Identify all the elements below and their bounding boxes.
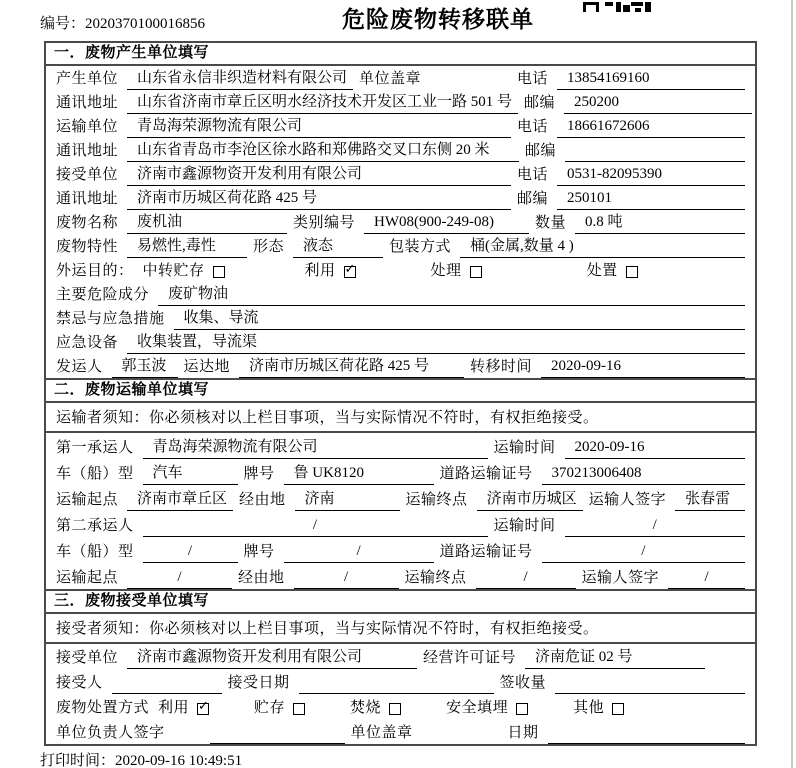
field-value-underline: 收集、导流 (174, 306, 745, 330)
field-label: 类别编号 (293, 215, 356, 231)
field-value-underline (112, 689, 222, 694)
field-value-underline: 2020-09-16 (541, 358, 745, 378)
field-label: 单位盖章 (359, 71, 422, 87)
field-label: 数量 (535, 215, 567, 231)
form-row (46, 138, 755, 162)
form-table (44, 41, 757, 746)
field-label: 单位负责人签字 (56, 725, 165, 741)
field-label: 道路运输证号 (439, 544, 533, 560)
section-title: 二．废物运输单位填写 (46, 380, 755, 403)
field-value-underline: 18661672606 (557, 118, 745, 138)
form-row (46, 537, 755, 563)
field-label: 运输人签字 (588, 492, 667, 508)
field-label: 运输时间 (493, 518, 556, 534)
form-row (46, 719, 755, 744)
section-title: 一．废物产生单位填写 (46, 43, 755, 66)
field-label: 产生单位 (56, 71, 119, 87)
field-label: 运输单位 (56, 119, 119, 135)
form-row (46, 186, 755, 210)
field-value-underline: / (565, 517, 745, 537)
field-value-underline: HW08(900-249-08) (364, 214, 529, 234)
field-label: 发运人 (56, 359, 103, 375)
qr-code-icon (583, 0, 651, 17)
checkbox-label: 中转贮存 (142, 263, 205, 279)
field-label: 主要危险成分 (56, 287, 150, 303)
field-value-underline (555, 689, 745, 694)
form-section (46, 43, 755, 378)
field-value-underline: / (668, 569, 745, 589)
field-label: 牌号 (243, 466, 275, 482)
field-label: 经由地 (239, 492, 286, 508)
checkbox-label: 贮存 (254, 700, 286, 716)
field-label: 邮编 (524, 143, 556, 159)
field-label: 禁忌与应急措施 (56, 311, 165, 327)
form-row (46, 330, 755, 354)
field-value-underline: 张春雷 (675, 487, 745, 511)
field-label: 车（船）型 (56, 544, 134, 560)
checkbox-unchecked-icon (612, 703, 624, 715)
field-label: 单位盖章 (350, 725, 413, 741)
checkbox-unchecked-icon (213, 266, 225, 278)
checkbox-label: 焚烧 (350, 700, 382, 716)
checkbox-label: 处置 (586, 263, 618, 279)
field-value-underline (565, 157, 745, 162)
checkbox-label: 处理 (430, 263, 462, 279)
field-value-underline: / (476, 569, 576, 589)
field-label: 运输人签字 (581, 570, 660, 586)
section-note-row (46, 403, 755, 433)
form-row (46, 114, 755, 138)
field-value-underline: 0.8 吨 (575, 210, 745, 234)
checkbox-unchecked-icon (293, 703, 305, 715)
field-label: 包装方式 (389, 239, 452, 255)
field-value-underline: 汽车 (143, 461, 238, 485)
field-value-underline: / (143, 543, 238, 563)
field-label: 日期 (507, 725, 539, 741)
field-label: 废物名称 (56, 215, 119, 231)
form-row (46, 306, 755, 330)
form-section (46, 589, 755, 744)
checkbox-checked-icon (344, 266, 356, 278)
section-note-text: 运输者须知：你必须核对以上栏目事项，当与实际情况不符时，有权拒绝接受。 (56, 410, 599, 426)
page-edge-divider (791, 0, 793, 768)
field-value-underline: 济南市历城区荷花路 425 号 (127, 186, 511, 210)
field-label: 电话 (516, 119, 548, 135)
field-value-underline: 济南市章丘区 (127, 487, 233, 511)
field-value-underline (548, 739, 745, 744)
field-value-underline: 青岛海荣源物流有限公司 (127, 114, 511, 138)
field-value-underline: 易燃性,毒性 (127, 234, 247, 258)
field-label: 通讯地址 (56, 191, 119, 207)
checkbox-field (158, 696, 209, 719)
form-row (46, 282, 755, 306)
form-row (46, 258, 755, 282)
field-label: 运输终点 (404, 570, 467, 586)
checkbox-label: 利用 (304, 263, 336, 279)
field-label: 第二承运人 (56, 518, 134, 534)
print-timestamp (40, 749, 242, 768)
form-row (46, 433, 755, 459)
field-value-underline: 液态 (293, 234, 383, 258)
field-label: 通讯地址 (56, 143, 119, 159)
field-label: 运输起点 (56, 570, 119, 586)
checkbox-field (446, 696, 528, 719)
print-timestamp-value: 2020-09-16 10:49:51 (115, 753, 243, 768)
field-value-underline: 济南市历城区 (477, 487, 583, 511)
field-value-underline: 废矿物油 (158, 282, 745, 306)
field-label: 应急设备 (56, 335, 119, 351)
field-label: 道路运输证号 (439, 466, 533, 482)
form-row (46, 90, 755, 114)
field-label: 经营许可证号 (423, 650, 517, 666)
form-row (46, 162, 755, 186)
field-value-underline: 250200 (564, 94, 752, 114)
field-label: 通讯地址 (56, 95, 119, 111)
field-label: 形态 (253, 239, 285, 255)
field-label: 转移时间 (470, 359, 533, 375)
checkbox-checked-icon (197, 703, 209, 715)
page-title: 危险废物转移联单 (342, 7, 534, 32)
field-value-underline: 青岛海荣源物流有限公司 (143, 435, 488, 459)
checkbox-label: 其他 (573, 700, 605, 716)
field-label: 车（船）型 (56, 466, 134, 482)
field-label: 接受人 (56, 675, 103, 691)
field-label: 运达地 (183, 359, 231, 375)
form-row (46, 563, 755, 589)
field-label: 运输时间 (493, 440, 556, 456)
field-value-underline: 0531-82095390 (557, 166, 745, 186)
field-value-underline: 250101 (557, 190, 745, 210)
checkbox-label: 安全填埋 (446, 700, 509, 716)
checkbox-field (143, 259, 225, 282)
field-value-underline: / (127, 569, 232, 589)
form-row (46, 485, 755, 511)
field-value-underline: 山东省青岛市李沧区徐水路和郑佛路交叉口东侧 20 米 (127, 138, 519, 162)
field-label: 邮编 (524, 95, 556, 111)
field-value-underline (210, 739, 345, 744)
field-value-underline: 收集装置，导流渠 (127, 330, 745, 354)
section-note-row (46, 614, 755, 644)
field-label: 接受单位 (56, 167, 119, 183)
checkbox-unchecked-icon (626, 266, 638, 278)
field-label: 邮编 (516, 191, 548, 207)
form-row (46, 66, 755, 90)
field-label: 外运目的： (56, 263, 134, 279)
form-section (46, 378, 755, 589)
print-timestamp-label: 打印时间： (40, 753, 116, 768)
form-row (46, 669, 755, 694)
field-value-underline: 济南危证 02 号 (525, 645, 705, 669)
checkbox-label: 利用 (158, 700, 190, 716)
checkbox-unchecked-icon (389, 703, 401, 715)
field-value-underline: 济南市鑫源物资开发利用有限公司 (127, 162, 511, 186)
field-value-underline: 2020-09-16 (565, 439, 745, 459)
field-value-underline: 鲁 UK8120 (284, 461, 434, 485)
field-value-underline (299, 689, 494, 694)
form-row (46, 694, 755, 719)
field-value-underline: 济南 (295, 487, 400, 511)
field-label: 接受日期 (227, 675, 290, 691)
checkbox-field (350, 696, 401, 719)
checkbox-unchecked-icon (470, 266, 482, 278)
section-title: 三．废物接受单位填写 (46, 591, 755, 614)
form-serial-label: 编号： (40, 16, 86, 32)
checkbox-field (431, 259, 482, 282)
field-value-underline: 山东省永信非织造材料有限公司 (127, 66, 353, 90)
field-label: 电话 (516, 71, 548, 87)
field-label: 电话 (516, 167, 548, 183)
field-label: 接受单位 (56, 650, 119, 666)
field-label: 第一承运人 (56, 440, 134, 456)
field-label: 废物处置方式 (56, 700, 150, 716)
field-label: 运输终点 (405, 492, 468, 508)
form-serial-value: 2020370100016856 (85, 16, 206, 32)
field-label: 运输起点 (56, 492, 119, 508)
field-value-underline: / (294, 569, 399, 589)
field-label: 废物特性 (56, 239, 119, 255)
section-note-text: 接受者须知：你必须核对以上栏目事项，当与实际情况不符时，有权拒绝接受。 (56, 621, 599, 637)
form-row (46, 210, 755, 234)
field-label: 签收量 (499, 675, 547, 691)
form-row (46, 459, 755, 485)
field-value-underline: 济南市历城区荷花路 425 号 (239, 354, 464, 378)
field-label: 经由地 (238, 570, 285, 586)
field-value-underline: / (542, 543, 745, 563)
field-value-underline: 废机油 (127, 210, 287, 234)
field-value-underline: 郭玉波 (112, 354, 178, 378)
form-row (46, 354, 755, 378)
checkbox-field (254, 696, 305, 719)
form-row (46, 511, 755, 537)
field-value-underline: / (143, 517, 488, 537)
field-value-underline: 山东省济南市章丘区明水经济技术开发区工业一路 501 号 (127, 90, 518, 114)
field-value-underline: 370213006408 (542, 465, 745, 485)
form-row (46, 234, 755, 258)
field-label: 牌号 (243, 544, 275, 560)
field-value-underline: 桶(金属,数量 4 ) (460, 234, 745, 258)
field-value-underline: 济南市鑫源物资开发利用有限公司 (127, 645, 417, 669)
checkbox-field (573, 696, 624, 719)
form-row (46, 644, 755, 669)
checkbox-field (305, 259, 356, 282)
checkbox-field (587, 259, 638, 282)
checkbox-unchecked-icon (516, 703, 528, 715)
field-value-underline: 13854169160 (557, 70, 745, 90)
field-value-underline: / (284, 543, 434, 563)
